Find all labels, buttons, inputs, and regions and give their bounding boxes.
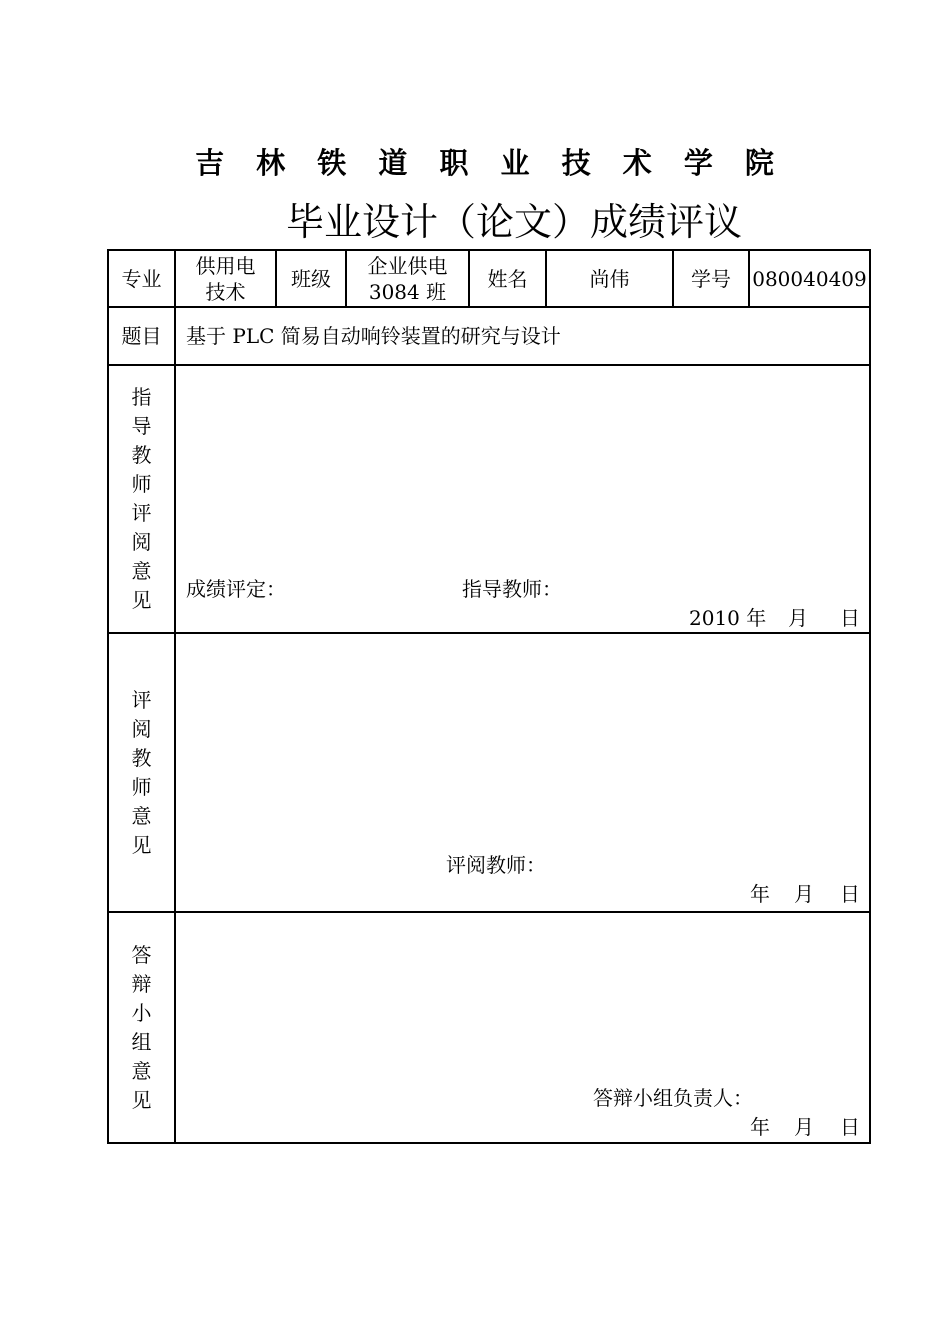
major-value-line1: 供用电 <box>195 253 256 278</box>
defense-label-char: 意 <box>131 1058 152 1083</box>
reviewer-comment-area[interactable] <box>175 633 870 912</box>
reviewer-section <box>108 633 870 912</box>
defense-section-label <box>108 912 175 1143</box>
advisor-label-char: 意 <box>131 559 152 583</box>
advisor-signer-label: 指导教师： <box>462 577 562 601</box>
defense-comment-area[interactable] <box>175 912 870 1143</box>
major-value-line2: 技术 <box>205 279 246 304</box>
reviewer-label-vertical <box>131 686 153 860</box>
defense-label-char: 答 <box>131 942 152 967</box>
major-value <box>175 250 276 307</box>
topic-row <box>108 307 870 365</box>
advisor-label-char: 教 <box>131 443 152 467</box>
institution-title: 吉 林 铁 道 职 业 技 术 学 院 <box>195 146 785 180</box>
advisor-date-year: 2010 年 <box>689 606 767 630</box>
advisor-section <box>108 365 870 633</box>
major-label: 专业 <box>108 250 175 307</box>
reviewer-label-char: 阅 <box>131 716 152 741</box>
advisor-comment-area[interactable] <box>175 365 870 633</box>
reviewer-label-char: 师 <box>131 774 152 799</box>
advisor-label-char: 评 <box>131 501 152 525</box>
topic-label: 题目 <box>108 307 175 365</box>
evaluation-form-table <box>107 249 871 1144</box>
advisor-label-vertical <box>131 383 153 615</box>
reviewer-label-char: 教 <box>131 745 152 770</box>
reviewer-section-label <box>108 633 175 912</box>
reviewer-date-day: 日 <box>840 882 860 906</box>
advisor-date-day: 日 <box>840 606 860 630</box>
reviewer-date-year: 年 <box>750 882 770 906</box>
reviewer-signer-label: 评阅教师： <box>446 853 546 877</box>
topic-value: 基于 PLC 简易自动响铃装置的研究与设计 <box>175 307 870 365</box>
grade-label: 成绩评定： <box>186 577 286 601</box>
defense-section <box>108 912 870 1143</box>
student-id-label: 学号 <box>673 250 749 307</box>
defense-signer-label: 答辩小组负责人： <box>593 1086 753 1110</box>
defense-label-char: 组 <box>131 1029 152 1054</box>
defense-label-char: 小 <box>131 1000 152 1025</box>
info-row <box>108 250 870 307</box>
advisor-label-char: 师 <box>131 472 152 496</box>
defense-label-char: 辩 <box>131 971 152 996</box>
class-label: 班级 <box>276 250 346 307</box>
defense-date-month: 月 <box>794 1115 814 1139</box>
advisor-label-char: 导 <box>131 414 152 438</box>
name-value: 尚伟 <box>546 250 673 307</box>
name-label: 姓名 <box>469 250 546 307</box>
advisor-date-month: 月 <box>788 606 808 630</box>
defense-date-day: 日 <box>840 1115 860 1139</box>
class-value <box>346 250 469 307</box>
class-value-line1: 企业供电 <box>367 253 448 278</box>
student-id-value: 080040409 <box>749 250 870 307</box>
reviewer-label-char: 意 <box>131 803 152 828</box>
reviewer-date-month: 月 <box>794 882 814 906</box>
advisor-label-char: 阅 <box>131 530 152 554</box>
advisor-label-char: 指 <box>131 385 152 409</box>
defense-label-vertical <box>131 941 153 1115</box>
reviewer-label-char: 评 <box>131 687 152 712</box>
defense-label-char: 见 <box>131 1087 152 1112</box>
defense-date-year: 年 <box>750 1115 770 1139</box>
class-value-line2: 3084 班 <box>368 279 447 304</box>
reviewer-label-char: 见 <box>131 832 152 857</box>
form-title: 毕业设计（论文）成绩评议 <box>285 200 742 244</box>
advisor-section-label <box>108 365 175 633</box>
advisor-label-char: 见 <box>131 588 152 612</box>
